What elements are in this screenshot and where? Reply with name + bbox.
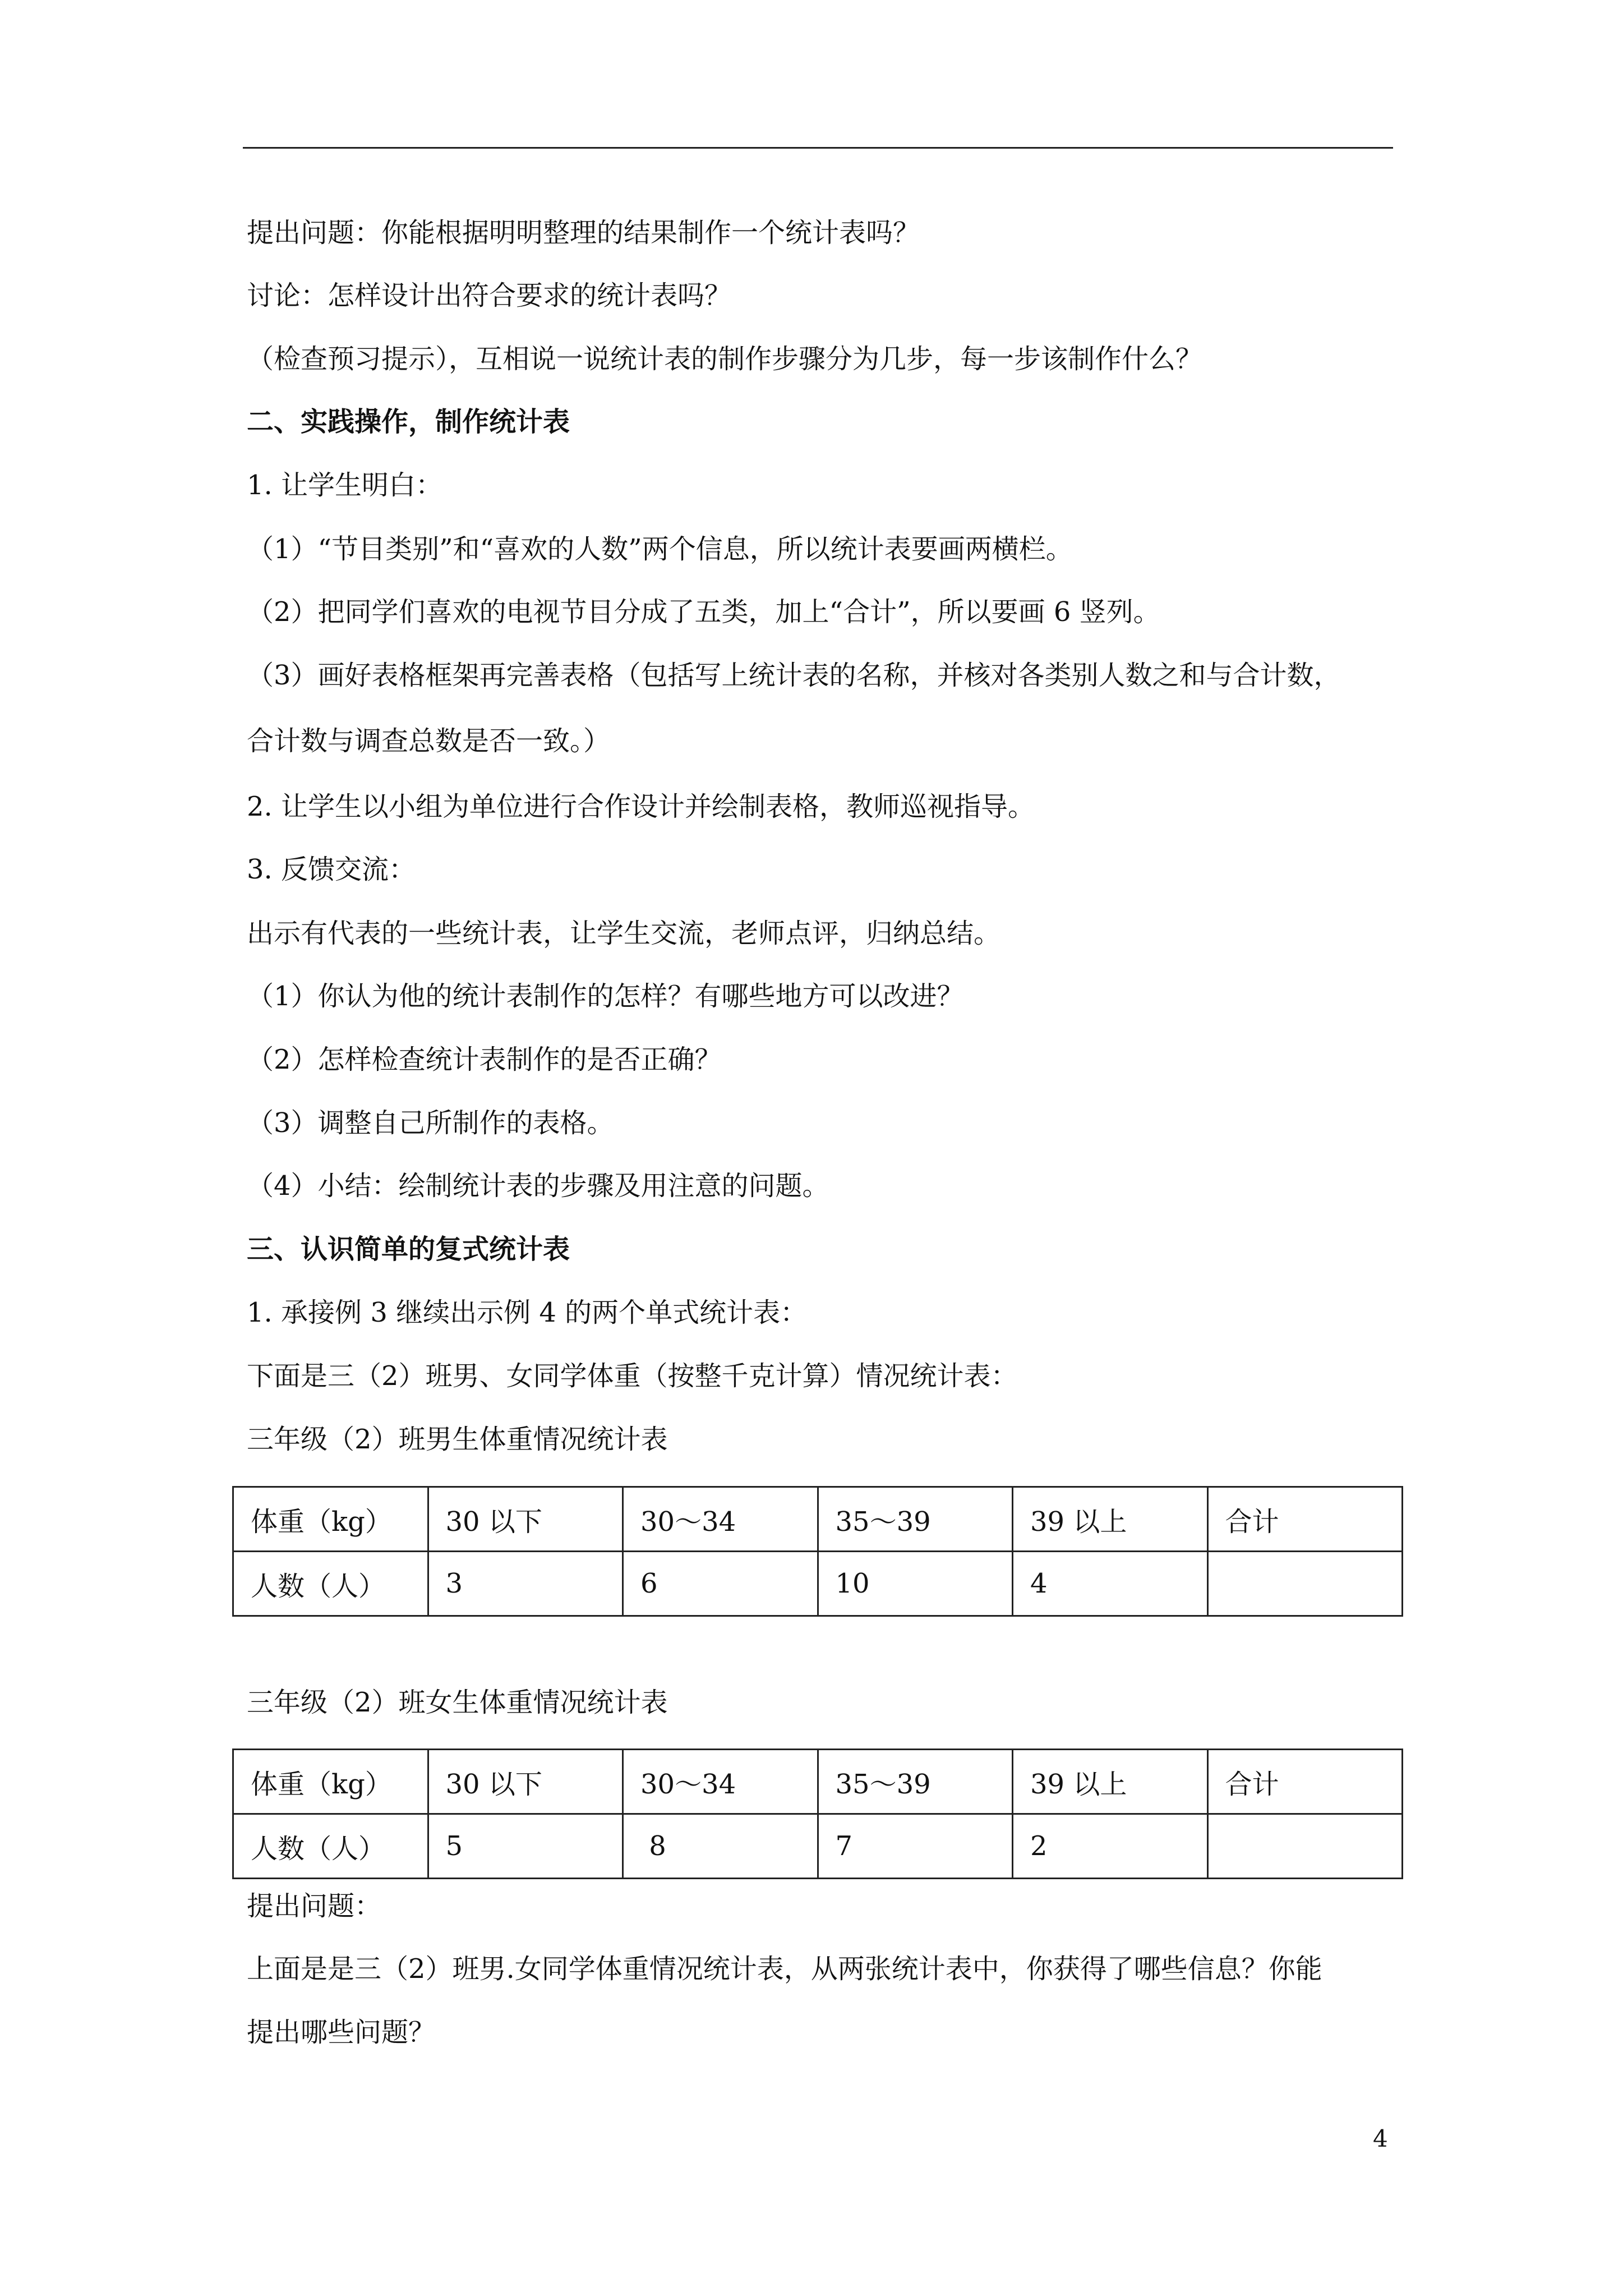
text-line: （3）调整自己所制作的表格。 bbox=[247, 1107, 614, 1139]
text-line: 提出哪些问题？ bbox=[247, 2017, 436, 2048]
table-cell: 合计 bbox=[1207, 1487, 1403, 1552]
table-row bbox=[233, 1552, 1403, 1616]
text-line: 下面是三（2）班男、女同学体重（按整千克计算）情况统计表： bbox=[247, 1360, 1018, 1392]
table-cell: 5 bbox=[428, 1814, 623, 1879]
table-cell: 8 bbox=[623, 1814, 818, 1879]
table-cell: 30 以下 bbox=[428, 1750, 623, 1814]
table-header-row bbox=[233, 1750, 1403, 1814]
table-cell: 30～34 bbox=[623, 1750, 818, 1814]
table-row bbox=[233, 1814, 1403, 1879]
table-cell: 39 以上 bbox=[1013, 1487, 1208, 1552]
table-cell: 体重（kg） bbox=[233, 1487, 428, 1552]
page-number: 4 bbox=[1373, 2125, 1388, 2152]
table-cell: 10 bbox=[818, 1552, 1013, 1616]
text-line: 上面是是三（2）班男.女同学体重情况统计表，从两张统计表中，你获得了哪些信息？你能 bbox=[247, 1953, 1322, 1985]
text-line: （2）把同学们喜欢的电视节目分成了五类，加上“合计”，所以要画 6 竖列。 bbox=[247, 596, 1160, 628]
table-cell: 3 bbox=[428, 1552, 623, 1616]
header-rule bbox=[243, 147, 1393, 149]
table-cell: 合计 bbox=[1207, 1750, 1403, 1814]
boys-weight-table bbox=[232, 1486, 1403, 1617]
text-line: （1）“节目类别”和“喜欢的人数”两个信息，所以统计表要画两横栏。 bbox=[247, 533, 1073, 565]
text-line: （3）画好表格框架再完善表格（包括写上统计表的名称，并核对各类别人数之和与合计数， bbox=[247, 660, 1341, 691]
text-line: 1. 承接例 3 继续出示例 4 的两个单式统计表： bbox=[247, 1297, 808, 1328]
text-line: 提出问题： bbox=[247, 1890, 382, 1922]
text-line: 讨论：怎样设计出符合要求的统计表吗？ bbox=[247, 280, 732, 311]
table-cell bbox=[1207, 1814, 1403, 1879]
text-line: 1. 让学生明白： bbox=[247, 470, 443, 501]
table-cell: 35～39 bbox=[818, 1750, 1013, 1814]
table-header-row bbox=[233, 1487, 1403, 1552]
section-heading: 二、实践操作，制作统计表 bbox=[247, 406, 570, 438]
text-line: （检查预习提示），互相说一说统计表的制作步骤分为几步，每一步该制作什么？ bbox=[247, 343, 1203, 375]
table-cell: 体重（kg） bbox=[233, 1750, 428, 1814]
table-cell: 4 bbox=[1013, 1552, 1208, 1616]
text-line: （2）怎样检查统计表制作的是否正确？ bbox=[247, 1044, 722, 1075]
table-cell: 人数（人） bbox=[233, 1552, 428, 1616]
table-caption: 三年级（2）班男生体重情况统计表 bbox=[247, 1424, 668, 1455]
table-cell: 35～39 bbox=[818, 1487, 1013, 1552]
text-line: 3. 反馈交流： bbox=[247, 854, 416, 885]
table-cell: 39 以上 bbox=[1013, 1750, 1208, 1814]
table-cell: 2 bbox=[1013, 1814, 1208, 1879]
table-cell: 30～34 bbox=[623, 1487, 818, 1552]
section-heading: 三、认识简单的复式统计表 bbox=[247, 1234, 570, 1265]
text-line: 合计数与调查总数是否一致。） bbox=[247, 725, 611, 757]
table-cell: 30 以下 bbox=[428, 1487, 623, 1552]
table-cell: 7 bbox=[818, 1814, 1013, 1879]
text-line: （1）你认为他的统计表制作的怎样？有哪些地方可以改进？ bbox=[247, 981, 964, 1012]
table-cell bbox=[1207, 1552, 1403, 1616]
text-line: （4）小结：绘制统计表的步骤及用注意的问题。 bbox=[247, 1170, 829, 1202]
table-cell: 人数（人） bbox=[233, 1814, 428, 1879]
text-line: 出示有代表的一些统计表，让学生交流，老师点评，归纳总结。 bbox=[247, 918, 1001, 949]
table-cell: 6 bbox=[623, 1552, 818, 1616]
girls-weight-table bbox=[232, 1749, 1403, 1879]
table-caption: 三年级（2）班女生体重情况统计表 bbox=[247, 1687, 668, 1718]
text-line: 2. 让学生以小组为单位进行合作设计并绘制表格，教师巡视指导。 bbox=[247, 791, 1035, 822]
text-line: 提出问题：你能根据明明整理的结果制作一个统计表吗？ bbox=[247, 217, 920, 249]
